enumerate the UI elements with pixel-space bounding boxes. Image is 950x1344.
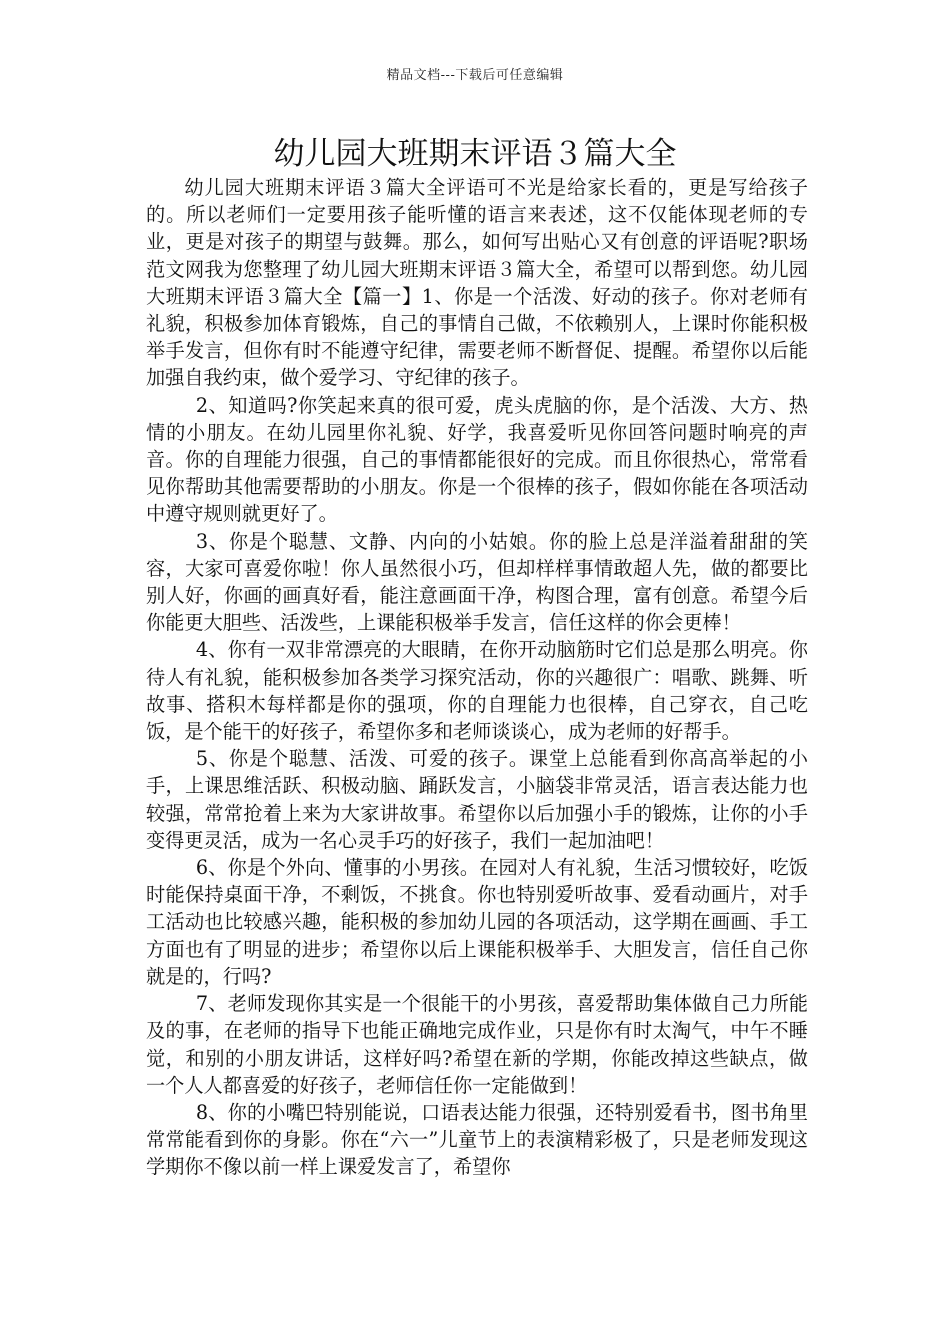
paragraph-comment-7: 7、老师发现你其实是一个很能干的小男孩，喜爱帮助集体做自己力所能及的事，在老师的指导下也能正确地完成作业，只是你有时太淘气，中午不睡觉，和别的小朋友讲话，这样好吗?希望在新的学期，你能改掉这些缺点，做一个人人都喜爱的好孩子，老师信任你一定能做到！: [146, 992, 808, 1097]
paragraph-comment-3: 3、你是个聪慧、文静、内向的小姑娘。你的脸上总是洋溢着甜甜的笑容，大家可喜爱你啦！你人虽然很小巧，但却样样事情敢超人先，做的都要比别人好，你画的画真好看，能注意画面干净，构图合理，富有创意。希望今后你能更大胆些、活泼些，上课能积极举手发言，信任这样的你会更棒！: [146, 529, 808, 635]
paragraph-comment-6: 6、你是个外向、懂事的小男孩。在园对人有礼貌，生活习惯较好，吃饭时能保持桌面干净，不剩饭，不挑食。你也特别爱听故事、爱看动画片，对手工活动也比较感兴趣，能积极的参加幼儿园的各项活动，这学期在画画、手工方面也有了明显的进步；希望你以后上课能积极举手、大胆发言，信任自己你就是的，行吗?: [146, 856, 808, 988]
document-body: [146, 174, 808, 1181]
document-title: 幼儿园大班期末评语３篇大全: [273, 136, 677, 172]
paragraph-comment-4: 4、你有一双非常漂亮的大眼睛，在你开动脑筋时它们总是那么明亮。你待人有礼貌，能积极参加各类学习探究活动，你的兴趣很广：唱歌、跳舞、听故事、搭积木每样都是你的强项，你的自理能力也很棒，自己穿衣，自己吃饭，是个能干的好孩子，希望你多和老师谈谈心，成为老师的好帮手。: [146, 638, 808, 744]
paragraph-intro: 幼儿园大班期末评语３篇大全评语可不光是给家长看的，更是写给孩子的。所以老师们一定要用孩子能听懂的语言来表述，这不仅能体现老师的专业，更是对孩子的期望与鼓舞。那么，如何写出贴心又有创意的评语呢?职场范文网我为您整理了幼儿园大班期末评语３篇大全，希望可以帮到您。幼儿园大班期末评语３篇大全【篇一】1、你是一个活泼、好动的孩子。你对老师有礼貌，积极参加体育锻炼，自己的事情自己做，不依赖别人，上课时你能积极举手发言，但你有时不能遵守纪律，需要老师不断督促、提醒。希望你以后能加强自我约束，做个爱学习、守纪律的孩子。: [146, 176, 808, 390]
paragraph-comment-2: 2、知道吗?你笑起来真的很可爱，虎头虎脑的你，是个活泼、大方、热情的小朋友。在幼儿园里你礼貌、好学，我喜爱听见你回答问题时响亮的声音。你的自理能力很强，自己的事情都能很好的完成。而且你很热心，常常看见你帮助其他需要帮助的小朋友。你是一个很棒的孩子，假如你能在各项活动中遵守规则就更好了。: [146, 393, 808, 526]
paragraph-comment-5: 5、你是个聪慧、活泼、可爱的孩子。课堂上总能看到你高高举起的小手，上课思维活跃、积极动脑、踊跃发言，小脑袋非常灵活，语言表达能力也较强，常常抢着上来为大家讲故事。希望你以后加强小手的锻炼，让你的小手变得更灵活，成为一名心灵手巧的好孩子，我们一起加油吧！: [146, 747, 808, 852]
page-header: 精品文档---下载后可任意编辑: [386, 68, 564, 83]
paragraph-comment-8: 8、你的小嘴巴特别能说，口语表达能力很强，还特别爱看书，图书角里常常能看到你的身影。你在“六一”儿童节上的表演精彩极了，只是老师发现这学期你不像以前一样上课爱发言了，希望你: [146, 1100, 808, 1179]
